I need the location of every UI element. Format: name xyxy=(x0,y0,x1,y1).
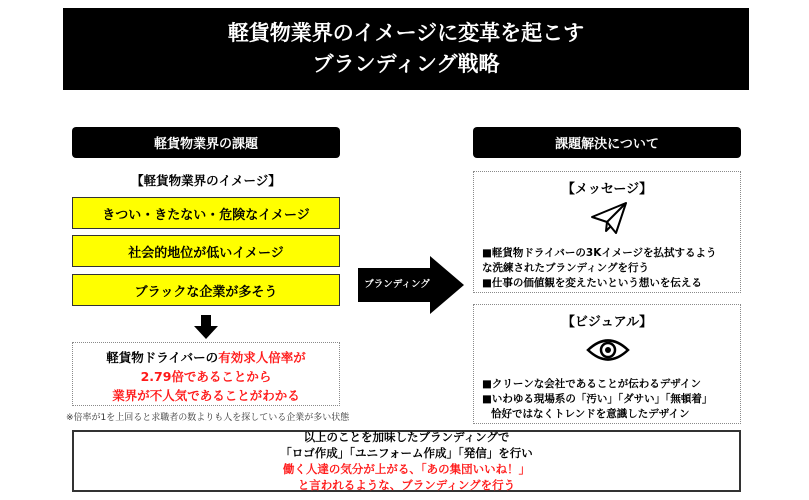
branding-arrow-label: ブランディング xyxy=(364,279,430,290)
conclusion-line-3: 働く人達の気分が上がる、「あの集団いいね！」 xyxy=(282,462,531,476)
image-item-3: ブラックな企業が多そう xyxy=(72,274,340,306)
title-line-2: ブランディング戦略 xyxy=(312,52,500,76)
fact-line-1a: 軽貨物ドライバーの xyxy=(106,350,219,365)
footnote: ※倍率が1を上回ると求職者の数よりも人を探している企業が多い状態 xyxy=(66,413,350,423)
visual-panel xyxy=(473,304,741,424)
message-bullet-2: ■仕事の価値観を変えたいという想いを伝える xyxy=(482,277,702,289)
image-section-title: 【軽貨物業界のイメージ】 xyxy=(131,173,281,188)
title-line-1: 軽貨物業界のイメージに変革を起こす xyxy=(227,21,585,45)
visual-bullet-2: ■いわゆる現場系の「汚い」「ダサい」「無頓着」 xyxy=(482,393,713,405)
right-header: 課題解決について xyxy=(473,127,741,158)
message-panel xyxy=(473,171,741,293)
conclusion-line-1: 以上のことを加味したブランディングで xyxy=(303,430,510,444)
visual-bullet-2-cont: 恰好ではなくトレンドを意識したデザイン xyxy=(491,408,690,420)
message-bullet-1-cont: な洗練されたブランディングを行う xyxy=(482,262,649,274)
conclusion-line-4: と言われるような、ブランディングを行う xyxy=(297,478,516,492)
image-item-1: きつい・きたない・危険なイメージ xyxy=(72,197,340,229)
image-item-2: 社会的地位が低いイメージ xyxy=(72,235,340,267)
fact-box xyxy=(72,342,340,406)
conclusion-line-2: 「ロゴ作成」「ユニフォーム作成」「発信」を行い xyxy=(280,446,533,460)
paper-plane-icon xyxy=(590,201,628,235)
fact-line-2: 2.79倍であることから xyxy=(140,369,272,384)
left-header: 軽貨物業界の課題 xyxy=(72,127,340,158)
fact-line-3: 業界が不人気であることがわかる xyxy=(112,388,300,403)
down-arrow-icon xyxy=(193,314,219,340)
message-bullet-1: ■軽貨物ドライバーの3Kイメージを払拭するよう xyxy=(482,247,717,259)
message-title: 【メッセージ】 xyxy=(561,182,653,197)
title-banner xyxy=(63,8,749,90)
fact-line-1b: 有効求人倍率が xyxy=(218,350,306,365)
visual-bullet-1: ■クリーンな会社であることが伝わるデザイン xyxy=(482,378,701,390)
visual-title: 【ビジュアル】 xyxy=(561,315,653,330)
conclusion-box xyxy=(72,430,741,492)
eye-icon xyxy=(586,335,630,365)
